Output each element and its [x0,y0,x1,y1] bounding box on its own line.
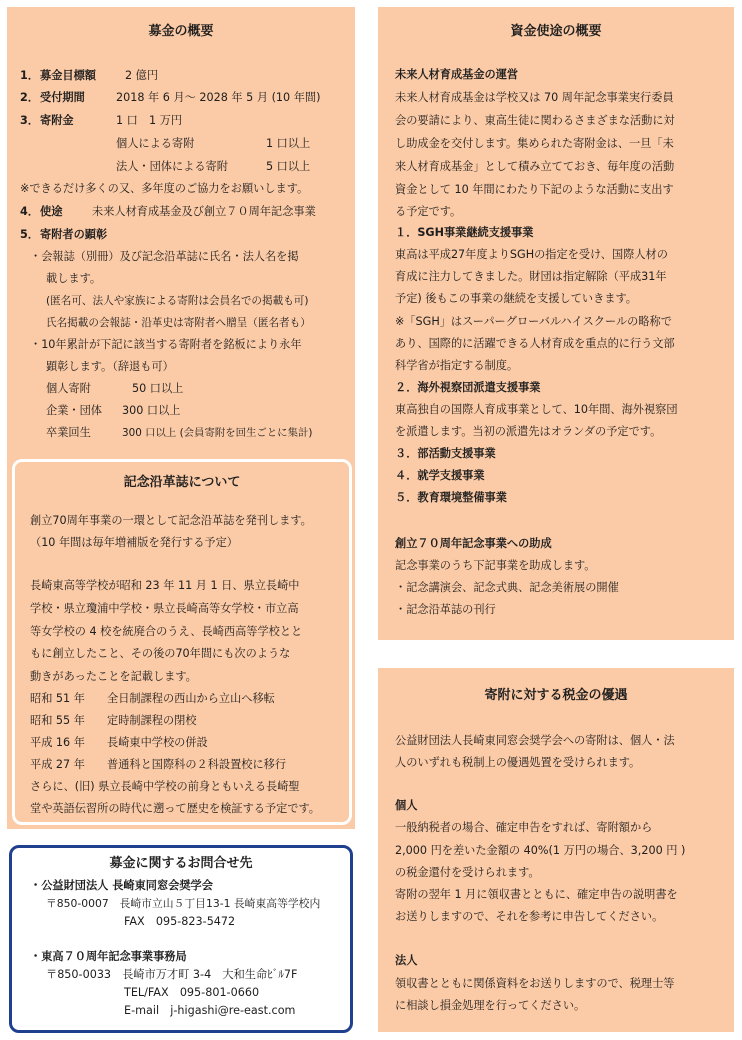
item3-value: 1 口 1 万円 [116,114,183,127]
contact-org2-email: E-mail j-higashi@re-east.com [124,1004,296,1017]
rank-company-label: 企業・団体 [46,404,102,417]
donation-note: ※できるだけ多くの又、多年度のご協力をお願いします。 [20,182,309,195]
tax-intro-1: 公益財団法人長崎東同窓会奨学会への寄附は、個人・法 [395,734,675,747]
tax-individual-heading: 個人 [395,799,418,812]
individual-label: 個人による寄附 [116,137,195,150]
event-3-text: 長崎東中学校の併設 [107,736,208,749]
item4-value: 未来人材育成基金及び創立７０周年記念事業 [92,205,316,218]
study-support-heading: ４．就学支援事業 [395,469,485,482]
tax-individual-line-5: お送りしますので、それを参考に申告してください。 [395,910,664,923]
corporate-label: 法人・団体による寄附 [116,160,228,173]
environment-heading: ５．教育環境整備事業 [395,491,507,504]
tax-individual-line-4: 寄附の翌年 1 月に領収書とともに、確定申告の説明書を [395,888,678,901]
item1-num: 1． [20,69,39,82]
history-line-4: 学校・県立瓊浦中学校・県立長崎高等女学校・市立高 [30,602,299,615]
donation-overview-title: 募金の概要 [148,24,214,39]
item2-value: 2018 年 6 月～ 2028 年 5 月 (10 年間) [116,91,321,104]
history-line-7: 動きがあったことを記載します。 [30,670,197,683]
tax-individual-line-3: の税金還付を受けられます。 [395,866,540,879]
history-line-1: 創立70周年事業の一環として記念沿革誌を発刊します。 [30,514,312,527]
sgh-heading: １．SGH事業継続支援事業 [395,226,534,239]
event-3-year: 平成 16 年 [30,736,85,749]
history-line-6: もに創立したこと、その後の70年間にも次のような [30,647,291,660]
event-2-text: 定時制課程の閉校 [107,714,197,727]
sgh-line-2: 育成に注力してきました。財団は指定解除（平成31年 [395,270,667,283]
honor-line-1: ・会報誌（別冊）及び記念沿革誌に氏名・法人名を掲 [30,250,299,263]
fund-heading: 未来人材育成基金の運営 [395,68,519,81]
contact-title: 募金に関するお問合せ先 [109,856,253,871]
sgh-line-3: 予定) 後もこの事業の継続を支援していきます。 [395,292,637,305]
corporate-value: 5 口以上 [266,160,311,173]
rank-individual-label: 個人寄附 [46,382,91,395]
club-support-heading: ３．部活動支援事業 [395,447,496,460]
fund-usage-title: 資金使途の概要 [510,24,602,39]
fund-line-1: 未来人材育成基金は学校又は 70 周年記念事業実行委員 [395,91,674,104]
honor-line-4: 氏名掲載の会報誌・沿革史は寄附者へ贈呈（匿名者も） [46,317,311,329]
tax-corporate-line-2: に相談し損金処理を行ってください。 [395,999,586,1012]
sgh-line-1: 東高は平成27年度よりSGHの指定を受け、国際人材の [395,248,668,261]
item5-label: 寄附者の顕彰 [40,228,108,241]
item4-num: 4． [20,205,39,218]
fund-line-3: し助成金を交付します。集められた寄附金は、一旦「未 [395,137,674,150]
overseas-line-2: を派遣します。当初の派遣先はオランダの予定です。 [395,425,662,438]
item5-num: 5． [20,228,39,241]
item2-num: 2． [20,91,39,104]
event-4-text: 普通科と国際科の２科設置校に移行 [107,758,287,771]
overseas-heading: ２．海外視察団派遣支援事業 [395,381,541,394]
overseas-line-1: 東高独自の国際人育成事業として、10年間、海外視察団 [395,403,678,416]
contact-org2-tel: TEL/FAX 095-801-0660 [124,986,260,999]
history-line-3: 長崎東高等学校が昭和 23 年 11 月 1 日、県立長崎中 [30,579,300,592]
tax-corporate-heading: 法人 [395,954,418,967]
contact-org2: ・東高７０周年記念事業事務局 [30,950,187,963]
history-line-9: 堂や英語伝習所の時代に遡って歴史を検証する予定です。 [30,802,320,815]
history-line-2: （10 年間は毎年増補版を発行する予定） [30,536,238,549]
sgh-line-5: あり、国際的に活躍できる人材育成を重点的に行う文部 [395,337,675,350]
history-line-5: 等女学校の 4 校を統廃合のうえ、長崎西高等学校とと [30,625,303,638]
item3-num: 3． [20,114,39,127]
event-1-year: 昭和 51 年 [30,692,85,705]
anniversary-line-3: ・記念沿革誌の刊行 [395,603,496,616]
honor-line-3: (匿名可、法人や家族による寄附は会員名での掲載も可) [46,295,309,307]
contact-org2-address: 〒850-0033 長崎市万才町 3-4 大和生命ﾋﾞﾙ7F [46,968,298,981]
fund-line-6: る予定です。 [395,205,462,218]
history-line-8: さらに、(旧) 県立長崎中学校の前身ともいえる長崎聖 [30,780,300,793]
fund-line-5: 資金として 10 年間にわたり下記のような活動に支出す [395,183,674,196]
individual-value: 1 口以上 [266,137,311,150]
tax-corporate-line-1: 領収書とともに関係資料をお送りしますので、税理士等 [395,977,675,990]
fund-line-4: 来人材育成基金」として積み立てておき、毎年度の活動 [395,160,675,173]
honor-line-6: 顕彰します。（辞退も可） [46,360,174,373]
rank-individual-value: 50 口以上 [132,382,184,395]
sgh-line-6: 科学省が指定する制度。 [395,359,519,372]
item3-label: 寄附金 [40,114,74,127]
rank-company-value: 300 口以上 [122,404,181,417]
event-1-text: 全日制課程の西山から立山へ移転 [107,692,275,705]
item1-value: 2 億円 [125,69,159,82]
rank-class-label: 卒業回生 [46,426,91,439]
item1-label: 募金目標額 [40,69,96,82]
contact-org1-fax: FAX 095-823-5472 [124,915,236,928]
sgh-line-4: ※「SGH」はスーパーグローバルハイスクールの略称で [395,315,672,328]
honor-line-2: 載します。 [46,272,102,285]
history-title: 記念沿革誌について [123,475,241,490]
event-2-year: 昭和 55 年 [30,714,85,727]
event-4-year: 平成 27 年 [30,758,85,771]
item4-label: 使途 [40,205,63,218]
contact-org1-address: 〒850-0007 長崎市立山５丁目13-1 長崎東高等学校内 [46,897,321,910]
contact-org1: ・公益財団法人 長崎東同窓会奨学会 [30,879,213,892]
tax-individual-line-1: 一般納税者の場合、確定申告をすれば、寄附額から [395,821,653,834]
tax-title: 寄附に対する税金の優遇 [484,688,628,703]
anniversary-line-1: 記念事業のうち下記事業を助成します。 [395,559,596,572]
item2-label: 受付期間 [40,91,85,104]
fund-line-2: 会の要請により、東高生徒に関わるさまざまな活動に対 [395,114,675,127]
rank-class-value: 300 口以上 (会員寄附を回生ごとに集計) [122,427,313,439]
tax-intro-2: 人のいずれも税制上の優遇処置を受けられます。 [395,756,641,769]
anniversary-heading: 創立７０周年記念事業への助成 [395,537,552,550]
tax-individual-line-2: 2,000 円を差いた金額の 40%(1 万円の場合、3,200 円 ) [395,844,686,857]
anniversary-line-2: ・記念講演会、記念式典、記念美術展の開催 [395,581,619,594]
honor-line-5: ・10年累計が下記に該当する寄附者を銘板により永年 [30,338,302,351]
